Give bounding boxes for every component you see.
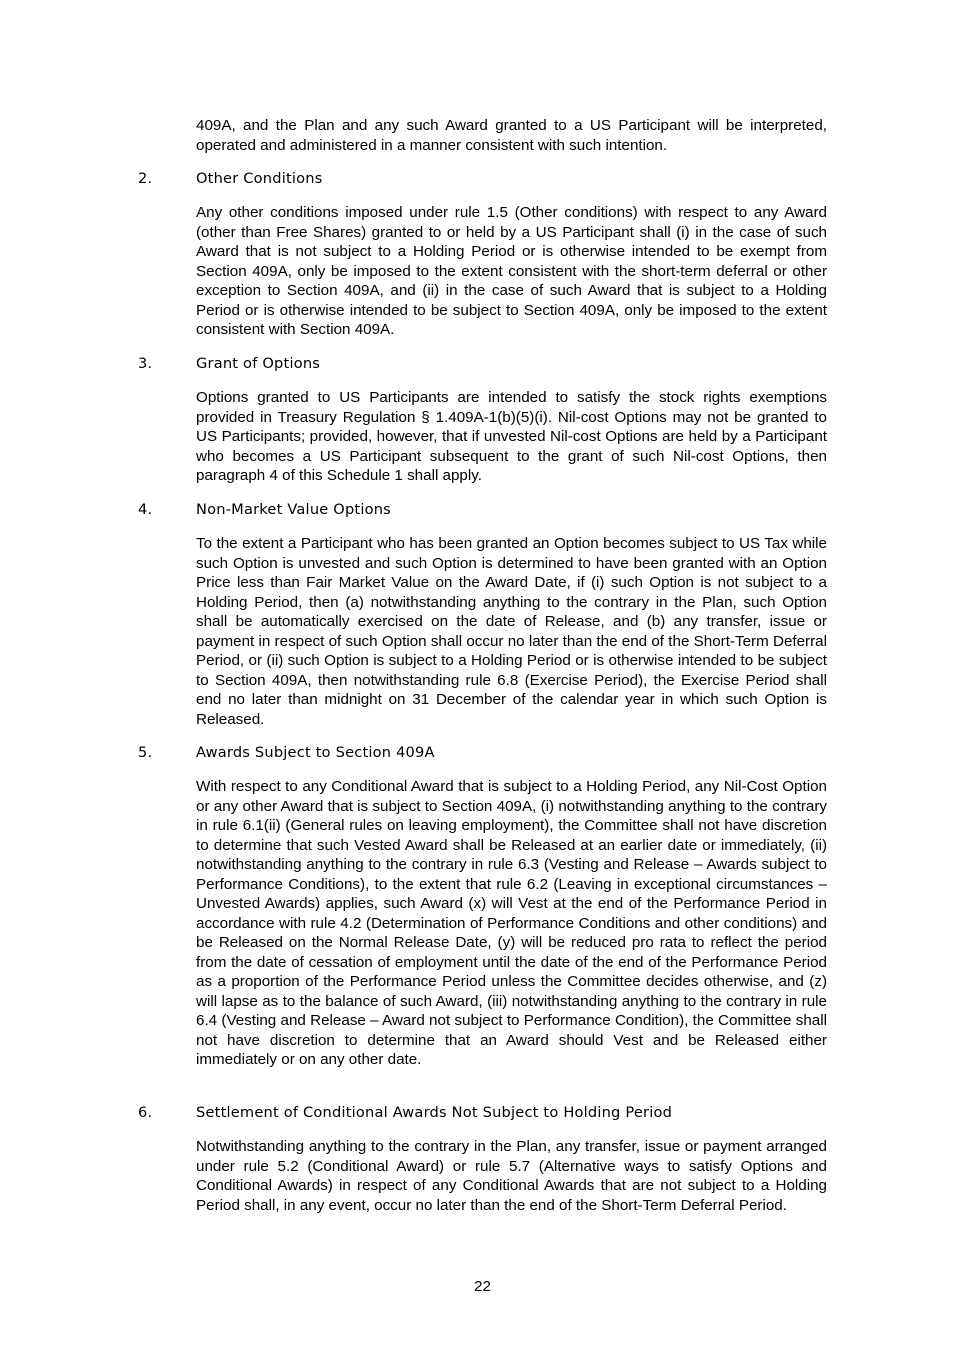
intro-paragraph: 409A, and the Plan and any such Award granted to a US Participant will be interpreted, operated and administered in a manner consistent with such intention. [196,117,827,154]
section-heading-5 [138,743,838,763]
section-number: 5. [138,744,153,761]
section-heading-6 [138,1103,838,1123]
section-title: Non-Market Value Options [196,501,391,518]
section-body-5: With respect to any Conditional Award that is subject to a Holding Period, any Nil-Cost Option or any other Award that is subject to Section 409A, (i) notwithstanding anything to the contrary in rule 6.1(ii) (General rules on leaving employment), the Committee shall not have discretion to determine that such Vested Award shall be Released at an earlier date or immediately, (ii) notwithstanding anything to the contrary in rule 6.3 (Vesting and Release – Awards subject to Performance Conditions), to the extent that rule 6.2 (Leaving in exceptional circumstances – Unvested Awards) applies, such Award (x) will Vest at the end of the Performance Period in accordance with rule 4.2 (Determination of Performance Conditions and other conditions) and be Released on the Normal Release Date, (y) will be reduced pro rata to reflect the period from the date of cessation of employment until the date of the end of the Performance Period as a proportion of the Performance Period unless the Committee decides otherwise, and (z) will lapse as to the balance of such Award, (iii) notwithstanding anything to the contrary in rule 6.4 (Vesting and Release – Award not subject to Performance Condition), the Committee shall not have discretion to determine that an Award should Vest and be Released either immediately or on any other date. [196,778,827,1068]
section-body-2: Any other conditions imposed under rule 1.5 (Other conditions) with respect to any Award (other than Free Shares) granted to or held by a US Participant shall (i) in the case of such Award that is not subject to a Holding Period or is otherwise intended to be exempt from Section 409A, only be imposed to the extent consistent with the short-term deferral or other exception to Section 409A, and (ii) in the case of such Award that is subject to a Holding Period or is otherwise intended to be subject to Section 409A, only be imposed to the extent consistent with Section 409A. [196,204,827,338]
section-number: 6. [138,1104,153,1121]
section-number: 3. [138,355,153,372]
section-title: Grant of Options [196,355,321,372]
page-number: 22 [474,1278,491,1295]
section-heading-2 [138,169,838,189]
section-body-6: Notwithstanding anything to the contrary in the Plan, any transfer, issue or payment arranged under rule 5.2 (Conditional Award) or rule 5.7 (Alternative ways to satisfy Options and Conditional Awards) in respect of any Conditional Awards that are not subject to a Holding Period shall, in any event, occur no later than the end of the Short-Term Deferral Period. [196,1138,827,1214]
section-title: Awards Subject to Section 409A [196,744,435,761]
section-title: Other Conditions [196,170,323,187]
section-body-4: To the extent a Participant who has been granted an Option becomes subject to US Tax while such Option is unvested and such Option is determined to have been granted with an Option Price less than Fair Market Value on the Award Date, if (i) such Option is not subject to a Holding Period, then (a) notwithstanding anything to the contrary in the Plan, such Option shall be automatically exercised on the date of Release, and (b) any transfer, issue or payment in respect of such Option shall occur no later than the end of the Short-Term Deferral Period, or (ii) such Option is subject to a Holding Period or is otherwise intended to be subject to Section 409A, then notwithstanding rule 6.8 (Exercise Period), the Exercise Period shall end no later than midnight on 31 December of the calendar year in which such Option is Released. [196,535,827,728]
section-heading-4 [138,500,838,520]
section-body-3: Options granted to US Participants are intended to satisfy the stock rights exemptions provided in Treasury Regulation § 1.409A-1(b)(5)(i). Nil-cost Options may not be granted to US Participants; provided, however, that if unvested Nil-cost Options are held by a Participant who becomes a US Participant subsequent to the grant of such Nil-cost Options, then paragraph 4 of this Schedule 1 shall apply. [196,389,827,484]
section-number: 4. [138,501,153,518]
section-title: Settlement of Conditional Awards Not Subject to Holding Period [196,1104,673,1121]
section-number: 2. [138,170,153,187]
section-heading-3 [138,354,838,374]
